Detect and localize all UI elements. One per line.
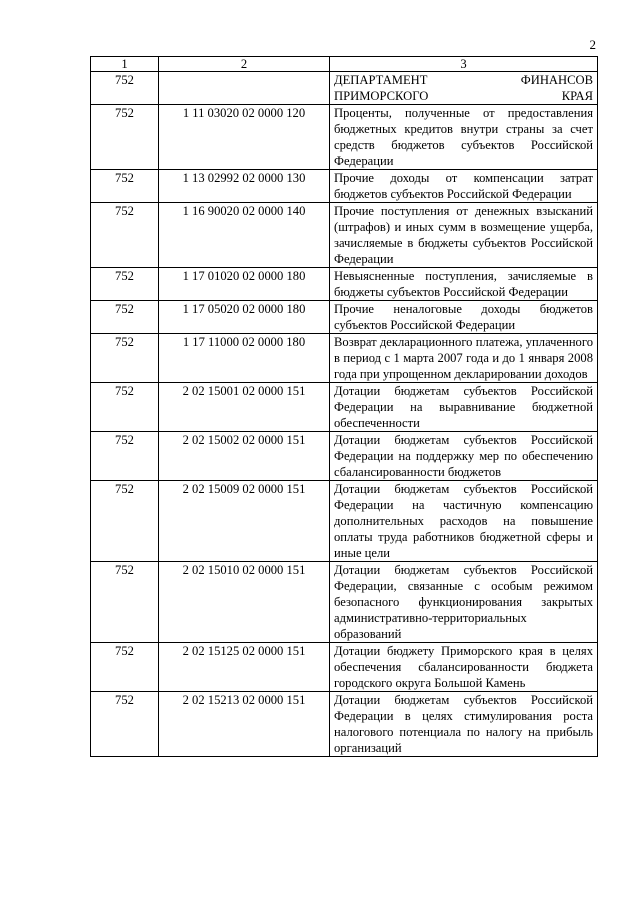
budget-code-cell: 1 16 90020 02 0000 140 xyxy=(159,203,330,268)
admin-code-cell: 752 xyxy=(91,334,159,383)
table-row xyxy=(91,268,598,301)
description-cell: Дотации бюджетам субъектов Российской Федерации, связанные с особым режимом безопасного функционирования закрытых административно-территориальных образований xyxy=(330,562,598,643)
table-row xyxy=(91,562,598,643)
admin-code-cell: 752 xyxy=(91,432,159,481)
budget-code-cell: 2 02 15009 02 0000 151 xyxy=(159,481,330,562)
budget-code-cell: 1 17 05020 02 0000 180 xyxy=(159,301,330,334)
admin-code-cell: 752 xyxy=(91,643,159,692)
admin-code-cell: 752 xyxy=(91,481,159,562)
table-row xyxy=(91,383,598,432)
table-row xyxy=(91,643,598,692)
admin-code-cell: 752 xyxy=(91,692,159,757)
table-row xyxy=(91,334,598,383)
admin-code-cell: 752 xyxy=(91,203,159,268)
admin-code-cell: 752 xyxy=(91,383,159,432)
table-row xyxy=(91,301,598,334)
description-cell: ДЕПАРТАМЕНТ ФИНАНСОВ ПРИМОРСКОГО КРАЯ xyxy=(330,72,598,105)
table-row xyxy=(91,105,598,170)
budget-code-cell: 1 17 11000 02 0000 180 xyxy=(159,334,330,383)
revenue-administrators-table xyxy=(90,56,598,757)
description-cell: Дотации бюджетам субъектов Российской Федерации на частичную компенсацию дополнительных расходов на повышение оплаты труда работников бюджетной сферы и иные цели xyxy=(330,481,598,562)
admin-code-cell: 752 xyxy=(91,301,159,334)
column-number-row xyxy=(91,57,598,72)
admin-code-cell: 752 xyxy=(91,105,159,170)
table-row xyxy=(91,432,598,481)
budget-code-cell: 2 02 15125 02 0000 151 xyxy=(159,643,330,692)
description-cell: Прочие поступления от денежных взысканий (штрафов) и иных сумм в возмещение ущерба, зачисляемые в бюджеты субъектов Российской Федерации xyxy=(330,203,598,268)
description-cell: Невыясненные поступления, зачисляемые в бюджеты субъектов Российской Федерации xyxy=(330,268,598,301)
column-header-3: 3 xyxy=(330,57,598,72)
table-row xyxy=(91,692,598,757)
description-cell: Дотации бюджетам субъектов Российской Федерации на поддержку мер по обеспечению сбалансированности бюджетов xyxy=(330,432,598,481)
description-cell: Дотации бюджетам субъектов Российской Федерации на выравнивание бюджетной обеспеченности xyxy=(330,383,598,432)
description-cell: Прочие доходы от компенсации затрат бюджетов субъектов Российской Федерации xyxy=(330,170,598,203)
budget-code-cell: 1 11 03020 02 0000 120 xyxy=(159,105,330,170)
admin-code-cell: 752 xyxy=(91,562,159,643)
budget-code-cell: 2 02 15213 02 0000 151 xyxy=(159,692,330,757)
table-row xyxy=(91,481,598,562)
budget-code-cell xyxy=(159,72,330,105)
page-number: 2 xyxy=(589,37,596,52)
budget-code-cell: 2 02 15001 02 0000 151 xyxy=(159,383,330,432)
table-row xyxy=(91,203,598,268)
description-cell: Дотации бюджету Приморского края в целях обеспечения сбалансированности бюджета городского округа Большой Камень xyxy=(330,643,598,692)
table-row-department xyxy=(91,72,598,105)
description-cell: Проценты, полученные от предоставления бюджетных кредитов внутри страны за счет средств бюджетов субъектов Российской Федерации xyxy=(330,105,598,170)
table-row xyxy=(91,170,598,203)
admin-code-cell: 752 xyxy=(91,72,159,105)
description-cell: Возврат декларационного платежа, уплаченного в период с 1 марта 2007 года и до 1 января 2008 года при упрощенном декларировании доходов xyxy=(330,334,598,383)
budget-code-cell: 1 13 02992 02 0000 130 xyxy=(159,170,330,203)
budget-code-cell: 2 02 15010 02 0000 151 xyxy=(159,562,330,643)
description-cell: Прочие неналоговые доходы бюджетов субъектов Российской Федерации xyxy=(330,301,598,334)
admin-code-cell: 752 xyxy=(91,268,159,301)
budget-code-cell: 1 17 01020 02 0000 180 xyxy=(159,268,330,301)
column-header-2: 2 xyxy=(159,57,330,72)
admin-code-cell: 752 xyxy=(91,170,159,203)
column-header-1: 1 xyxy=(91,57,159,72)
description-cell: Дотации бюджетам субъектов Российской Федерации в целях стимулирования роста налогового потенциала по налогу на прибыль организаций xyxy=(330,692,598,757)
budget-code-cell: 2 02 15002 02 0000 151 xyxy=(159,432,330,481)
